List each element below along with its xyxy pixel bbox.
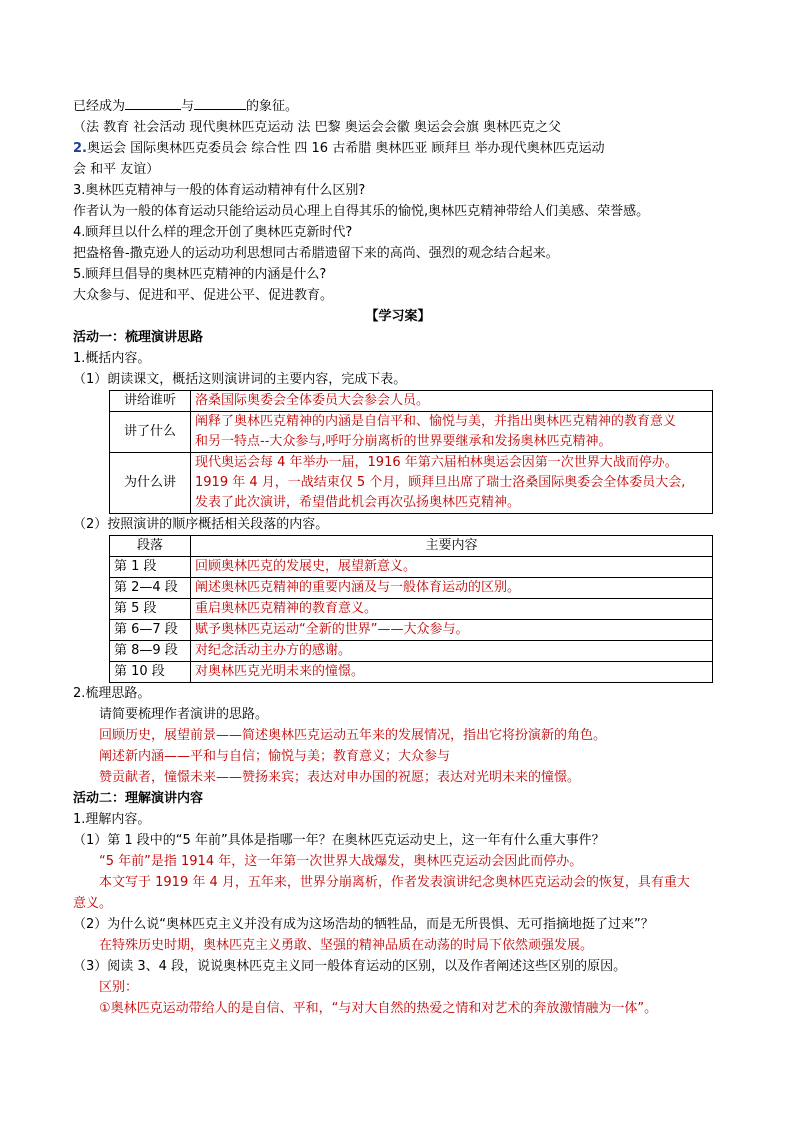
table-cell-content: 重启奥林匹克精神的教育意义。 [191,599,713,620]
table-cell-content: 阐述奥林匹克精神的重要内涵及与一般体育运动的区别。 [191,578,713,599]
value-line: 1919 年 4 月，一战结束仅 5 个月，顾拜旦出席了瑞士洛桑国际奥委会全体委员大会, [195,475,686,490]
answer-line [73,138,723,159]
table-cell-segment: 第 10 段 [110,662,191,683]
activity-1-item-1-2: （2）按照演讲的顺序概括相关段落的内容。 [73,517,329,532]
table-value [191,453,713,514]
activity-2-answer-1: 意义。 [73,896,113,911]
table-key: 讲了什么 [110,412,191,453]
activity-2-answer-2: 在特殊历史时期，奥林匹克主义勇敢、坚强的精神品质在动荡的时局下依然顽强发展。 [99,938,594,953]
activity-2-question-3: （3）阅读 3、4 段，说说奥林匹克主义同一般体育运动的区别，以及作者阐述这些区别的原因。 [73,959,627,974]
activity-1-item-2-question: 请简要梳理作者演讲的思路。 [99,707,269,722]
table-row [110,578,713,599]
table-cell-segment: 第 1 段 [110,557,191,578]
table-row [110,662,713,683]
table-cell-segment: 第 5 段 [110,599,191,620]
table-value [191,391,713,412]
text-segment: 的象征。 [246,99,299,114]
paragraph-table [109,535,713,683]
table-cell-segment: 第 8—9 段 [110,641,191,662]
table-header: 主要内容 [191,536,713,557]
activity-2-question-2: （2）为什么说“奥林匹克主义并没有成为这场浩劫的牺牲品，而是无所畏惧、无可指摘地挺了过来”？ [73,917,654,932]
summary-table [109,390,713,514]
table-row [110,557,713,578]
activity-2-answer-1: 本文写于 1919 年 4 月，五年来，世界分崩离析，作者发表演讲纪念奥林匹克运动会的恢复，具有重大 [99,875,690,890]
table-row [110,391,713,412]
activity-1-item-2-answer: 赞贡献者，憧憬未来——赞扬来宾；表达对申办国的祝愿；表达对光明未来的憧憬。 [99,770,581,785]
question-4: 4.顾拜旦以什么样的理念开创了奥林匹克新时代? [73,225,353,240]
text-segment: 已经成为 [73,99,126,114]
table-row [110,412,713,453]
table-cell-segment: 第 2—4 段 [110,578,191,599]
answer-4: 把盎格鲁-撒克逊人的运动功利思想同古希腊遗留下来的高尚、强烈的观念结合起来。 [73,246,559,261]
value-line: 洛桑国际奥委会全体委员大会参会人员。 [195,393,430,408]
section-title: 【学习案】 [365,309,431,324]
table-header-row [110,536,713,557]
activity-1-item-2: 2.梳理思路。 [73,686,151,701]
table-key: 讲给谁听 [110,391,191,412]
answer-5: 大众参与、促进和平、促进公平、促进教育。 [73,288,334,303]
table-cell-segment: 第 6—7 段 [110,620,191,641]
table-row [110,453,713,514]
answer-text: 奥运会 国际奥林匹克委员会 综合性 四 16 古希腊 奥林匹亚 顾拜旦 举办现代奥林匹克运动 [86,141,605,156]
question-5: 5.顾拜旦倡导的奥林匹克精神的内涵是什么? [73,267,327,282]
answer-3: 作者认为一般的体育运动只能给运动员心理上自得其乐的愉悦,奥林匹克精神带给人们美感、荣誉感。 [73,204,650,219]
value-line: 和另一特点--大众参与,呼吁分崩离析的世界要继承和发扬奥林匹克精神。 [195,434,612,449]
activity-1-item-2-answer: 回顾历史，展望前景——简述奥林匹克运动五年来的发展情况，指出它将扮演新的角色。 [99,728,607,743]
activity-2-answer-3-label: 区别： [99,980,139,995]
table-row [110,641,713,662]
item-number: 2. [73,141,87,156]
table-row [110,620,713,641]
activity-2-title: 活动二：理解演讲内容 [73,791,204,806]
table-header: 段落 [110,536,191,557]
activity-1-item-1: 1.概括内容。 [73,351,151,366]
value-line: 发表了此次演讲，希望借此机会再次弘扬奥林匹克精神。 [195,495,521,510]
question-3: 3.奥林匹克精神与一般的体育运动精神有什么区别? [73,183,366,198]
table-cell-content: 回顾奥林匹克的发展史，展望新意义。 [191,557,713,578]
table-cell-content: 赋予奥林匹克运动“全新的世界”——大众参与。 [191,620,713,641]
fill-blank-line [73,96,723,117]
answer-line: （法 教育 社会活动 现代奥林匹克运动 法 巴黎 奥运会会徽 奥运会会旗 奥林匹克之父 [73,120,562,135]
activity-2-item-1: 1.理解内容。 [73,812,151,827]
value-line: 现代奥运会每 4 年举办一届，1916 年第六届柏林奥运会因第一次世界大战而停办。 [195,455,678,470]
activity-1-item-2-answer: 阐述新内涵——平和与自信；愉悦与美；教育意义；大众参与 [99,749,451,764]
activity-2-question-1: （1）第 1 段中的“5 年前”具体是指哪一年？在奥林匹克运动史上，这一年有什么重大事件？ [73,833,605,848]
text-segment: 与 [181,99,195,114]
blank-1 [125,96,181,110]
activity-1-title: 活动一：梳理演讲思路 [73,330,204,345]
answer-line: 会 和平 友谊） [73,162,160,177]
blank-2 [194,96,246,110]
table-row [110,599,713,620]
activity-2-answer-1: “5 年前”是指 1914 年，这一年第一次世界大战爆发，奥林匹克运动会因此而停办。 [99,854,583,869]
activity-2-answer-3: ①奥林匹克运动带给人的是自信、平和，“与对大自然的热爱之情和对艺术的奔放激情融为一体”。 [99,1001,658,1016]
table-cell-content: 对纪念活动主办方的感谢。 [191,641,713,662]
activity-1-item-1-1: （1）朗读课文，概括这则演讲词的主要内容，完成下表。 [73,372,407,387]
value-line: 阐释了奥林匹克精神的内涵是自信平和、愉悦与美，并指出奥林匹克精神的教育意义 [195,414,677,429]
document-page [73,96,723,1019]
table-cell-content: 对奥林匹克光明未来的憧憬。 [191,662,713,683]
table-value [191,412,713,453]
table-key: 为什么讲 [110,453,191,514]
